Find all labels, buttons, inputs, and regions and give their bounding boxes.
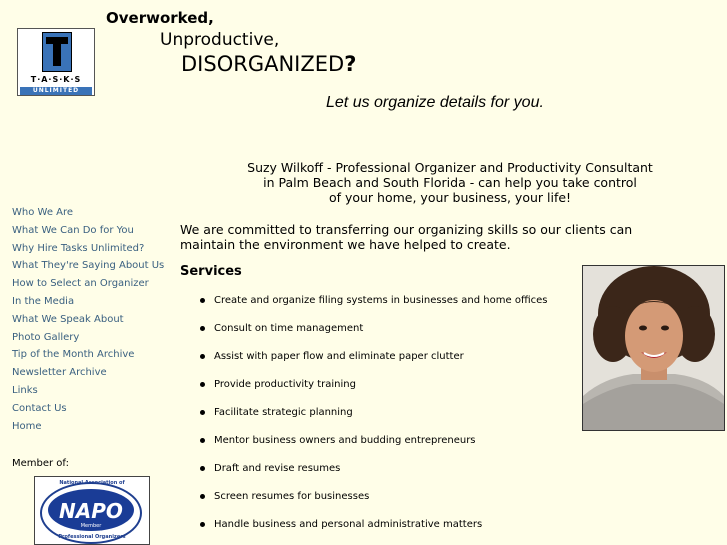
intro-line: of your home, your business, your life! — [328, 190, 572, 205]
napo-badge[interactable] — [34, 476, 150, 545]
nav-who-we-are[interactable]: Who We Are — [12, 207, 74, 218]
nav-contact-us[interactable]: Contact Us — [12, 402, 67, 414]
napo-bottom-text: Professional Organizers — [58, 534, 126, 540]
commitment-paragraph: We are committed to transferring our organizing skills so our clients can maintain the environment we have helped to create. — [180, 222, 633, 252]
logo-unlimited-text: UNLIMITED — [20, 87, 92, 95]
nav-why-hire[interactable]: Why Hire Tasks Unlimited? — [12, 242, 145, 254]
intro-line: in Palm Beach and South Florida - can help you take control — [263, 175, 637, 190]
headline-disorganized-word: DISORGANIZED — [181, 52, 345, 76]
consultant-photo — [582, 265, 725, 431]
services-list — [200, 293, 547, 545]
nav-what-we-can-do[interactable]: What We Can Do for You — [12, 224, 134, 236]
nav-photo-gallery[interactable]: Photo Gallery — [12, 331, 80, 343]
intro-text — [245, 160, 655, 205]
intro-line: Suzy Wilkoff - Professional Organizer and Productivity Consultant — [247, 160, 653, 175]
portrait-icon — [583, 266, 724, 430]
services-heading: Services — [180, 264, 242, 279]
service-item: Draft and revise resumes — [200, 461, 547, 489]
service-item: Create and organize filing systems in businesses and home offices — [200, 293, 547, 321]
nav-in-the-media[interactable]: In the Media — [12, 295, 75, 307]
tasks-unlimited-logo — [17, 28, 95, 96]
headline-question-mark: ? — [344, 52, 357, 76]
service-item: Assist with paper flow and eliminate paper clutter — [200, 349, 547, 377]
headline-unproductive: Unproductive, — [160, 30, 280, 50]
t-logo-icon — [42, 32, 72, 72]
tagline: Let us organize details for you. — [326, 94, 544, 111]
nav-speaking-topics[interactable]: What We Speak About — [12, 313, 124, 325]
service-item: Provide productivity training — [200, 377, 547, 405]
napo-top-text: National Association of — [59, 480, 125, 486]
napo-logo-icon — [48, 489, 134, 531]
nav-tip-archive[interactable]: Tip of the Month Archive — [12, 349, 135, 361]
napo-member-text: Member — [80, 523, 102, 529]
logo-tasks-text: T·A·S·K·S — [30, 75, 82, 84]
service-item: Handle business and personal administrative matters — [200, 517, 547, 545]
sidebar-nav — [12, 204, 164, 435]
headline-overworked: Overworked, — [106, 9, 214, 27]
service-item: Mentor business owners and budding entrepreneurs — [200, 433, 547, 461]
member-of-label: Member of: — [12, 458, 69, 469]
nav-home[interactable]: Home — [12, 420, 42, 432]
service-item: Facilitate strategic planning — [200, 405, 547, 433]
nav-newsletter-archive[interactable]: Newsletter Archive — [12, 367, 107, 379]
napo-word: NAPO — [59, 499, 123, 523]
headline-disorganized — [181, 52, 356, 76]
nav-select-organizer[interactable]: How to Select an Organizer — [12, 278, 149, 290]
service-item: Screen resumes for businesses — [200, 489, 547, 517]
service-item: Consult on time management — [200, 321, 547, 349]
nav-links[interactable]: Links — [12, 384, 38, 396]
nav-testimonials[interactable]: What They're Saying About Us — [12, 260, 165, 272]
